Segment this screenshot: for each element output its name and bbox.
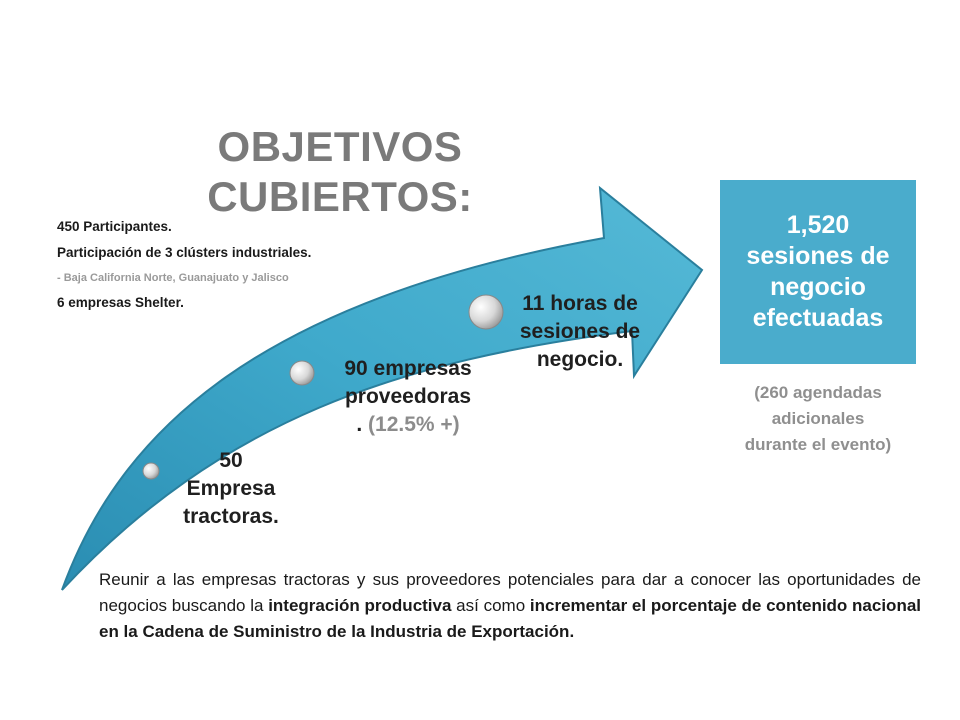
summary-bold-2: incrementar el porcentaje de contenido nacional en la Cadena de Suministro de la Industria de Exportación. <box>99 596 922 641</box>
milestone-ball-3 <box>469 295 503 329</box>
result-note <box>705 380 931 458</box>
stage-3-line-2: sesiones de <box>519 320 641 343</box>
stage-3-line-3: negocio. <box>536 348 624 371</box>
result-line-3: negocio <box>770 273 866 301</box>
stage-2-line-2: proveedoras <box>344 385 472 408</box>
stage-1-line-1: 50 <box>219 449 243 472</box>
stage-label-horas <box>505 290 655 374</box>
objective-clusters: Participación de 3 clústers industriales. <box>57 245 312 260</box>
milestone-ball-1 <box>143 463 159 479</box>
summary-part-1: Reunir a las empresas tractoras y sus proveedores potenciales para dar a conocer las oportunidades de negocios buscando la <box>99 570 921 615</box>
slide-title <box>190 122 490 222</box>
result-note-line-2: adicionales <box>771 409 865 428</box>
result-line-4: efectuadas <box>752 304 884 332</box>
stage-1-line-2: Empresa <box>186 477 276 500</box>
stage-2-line-1: 90 empresas <box>344 357 472 380</box>
summary-part-2: así como <box>451 596 530 615</box>
stage-2-line-3 <box>328 411 488 439</box>
objective-participants: 450 Participantes. <box>57 219 172 234</box>
stage-label-proveedoras <box>328 355 488 439</box>
summary-bold-1: integración productiva <box>268 596 452 615</box>
objective-shelter: 6 empresas Shelter. <box>57 295 184 310</box>
objectives-list <box>57 214 387 316</box>
stage-3-line-1: 11 horas de <box>522 292 638 315</box>
stage-2-dot: . <box>356 413 369 436</box>
milestone-ball-2 <box>290 361 314 385</box>
objective-cluster-states: - Baja California Norte, Guanajuato y Jalisco <box>57 272 289 284</box>
stage-1-line-3: tractoras. <box>183 505 279 528</box>
result-line-2: sesiones de <box>746 242 890 270</box>
slide-title-line-1: OBJETIVOS <box>217 123 463 170</box>
stage-2-percentage: (12.5% +) <box>368 413 460 436</box>
result-note-line-3: durante el evento) <box>744 435 892 454</box>
result-note-line-1: (260 agendadas <box>754 383 882 402</box>
result-box <box>720 180 916 364</box>
result-line-1: 1,520 <box>786 211 850 239</box>
summary-paragraph <box>99 567 921 645</box>
stage-label-tractoras <box>168 447 294 531</box>
slide-title-line-2: CUBIERTOS: <box>207 173 473 220</box>
